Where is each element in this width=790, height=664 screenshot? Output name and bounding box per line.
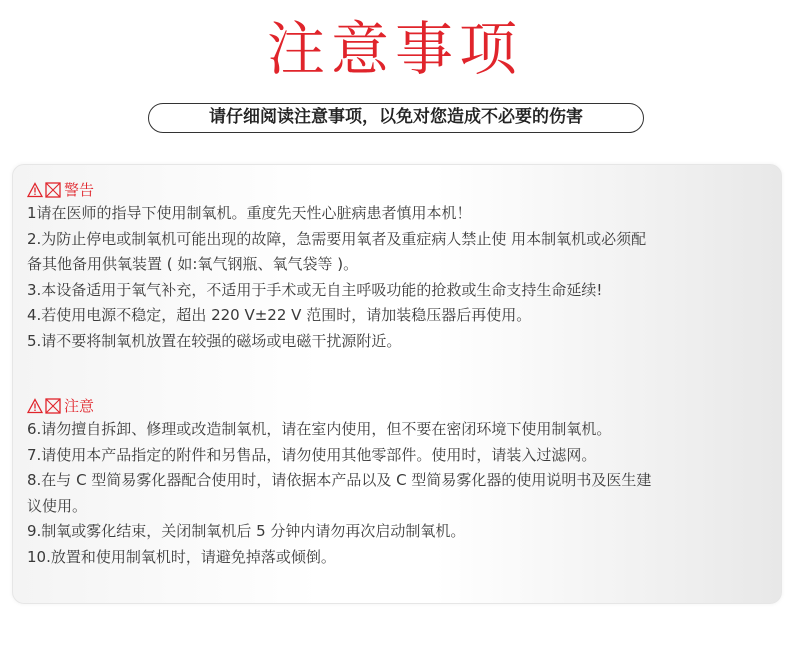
section-heading: [27, 395, 779, 417]
list-item: 5.请不要将制氧机放置在较强的磁场或电磁干扰源附近。: [27, 331, 402, 350]
list-item: 7.请使用本产品指定的附件和另售品，请勿使用其他零部件。使用时，请装入过滤网。: [27, 445, 597, 464]
warning-section: [27, 179, 779, 354]
list-item: 3.本设备适用于氧气补充，不适用于手术或无自主呼吸功能的抢救或生命支持生命延续!: [27, 280, 603, 299]
list-item: 4.若使用电源不稳定，超出 220 V±22 V 范围时，请加装稳压器后再使用。: [27, 306, 532, 324]
warning-triangle-icon: [27, 398, 43, 414]
subtitle-banner: 请仔细阅读注意事项，以免对您造成不必要的伤害: [148, 103, 644, 133]
list-item: 1请在医师的指导下使用制氧机。重度先天性心脏病患者慎用本机！: [27, 204, 472, 222]
notice-panel: [12, 164, 782, 604]
list-item: 8.在与 C 型简易雾化器配合使用时，请依据本产品以及 C 型简易雾化器的使用说明书及医生建: [27, 471, 652, 489]
crossed-box-icon: [45, 398, 61, 414]
list-item: 议使用。: [27, 496, 88, 515]
warning-triangle-icon: [27, 182, 43, 198]
list-item: 10.放置和使用制氧机时，请避免掉落或倾倒。: [27, 547, 336, 566]
caution-section: [27, 395, 779, 570]
section-heading-label: 警告: [64, 181, 95, 199]
crossed-box-icon: [45, 182, 61, 198]
list-item: 备其他备用供氧装置 ( 如:氧气钢瓶、氧气袋等 )。: [27, 255, 359, 273]
list-item: 9.制氧或雾化结束，关闭制氧机后 5 分钟内请勿再次启动制氧机。: [27, 522, 466, 540]
section-heading: [27, 179, 779, 201]
list-item: 6.请勿擅自拆卸、修理或改造制氧机，请在室内使用，但不要在密闭环境下使用制氧机。: [27, 420, 612, 438]
list-item: 2.为防止停电或制氧机可能出现的故障，急需要用氧者及重症病人禁止使 用本制氧机或必须配: [27, 229, 647, 248]
section-heading-label: 注意: [64, 397, 95, 415]
page-title: 注意事项: [266, 15, 523, 83]
